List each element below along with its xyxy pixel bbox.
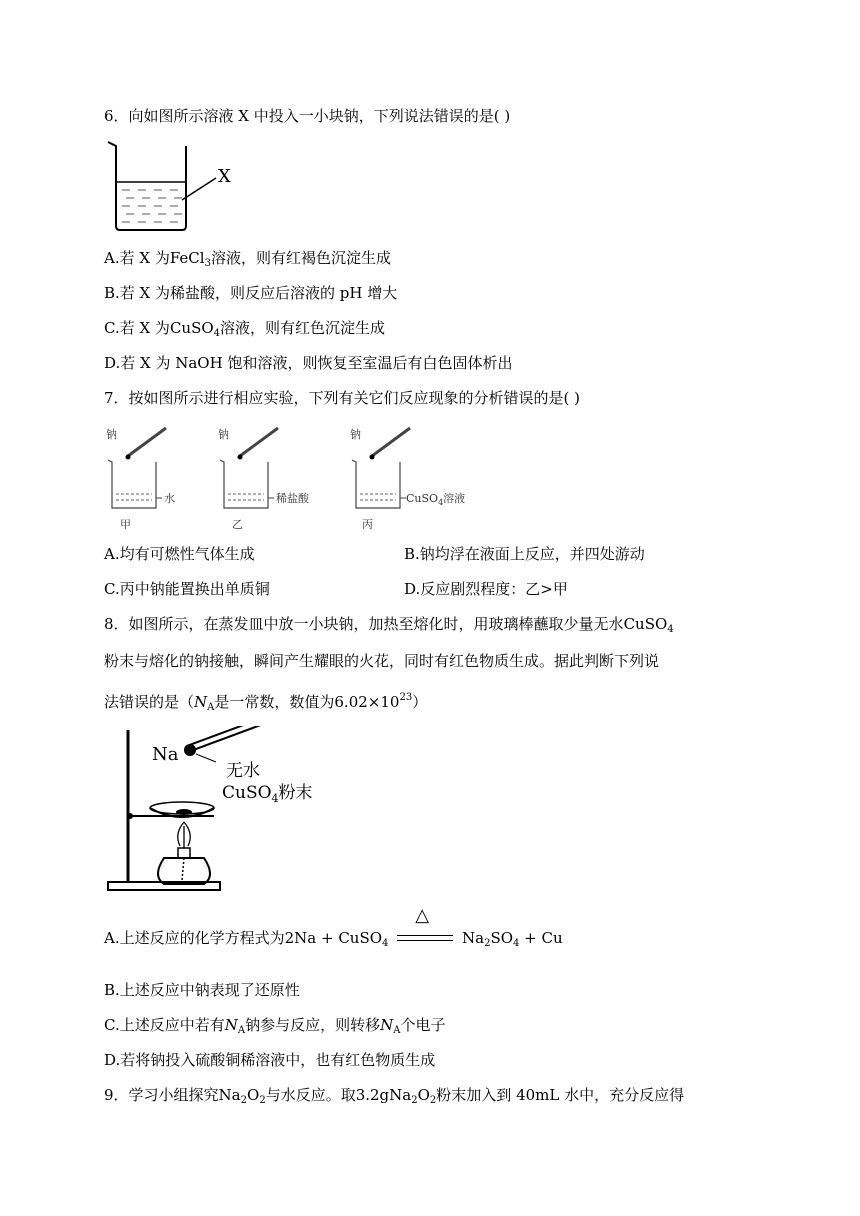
q7-beaker-1-name: 甲 xyxy=(120,518,131,531)
q7-option-a: A.均有可燃性气体生成 xyxy=(104,545,255,563)
q6-stem: 6．向如图所示溶液 X 中投入一小块钠，下列说法错误的是( ) xyxy=(104,107,511,125)
q8-equation-arrow xyxy=(397,905,453,946)
q7-stem: 7．按如图所示进行相应实验，下列有关它们反应现象的分析错误的是( ) xyxy=(104,389,581,407)
q7-option-c: C.丙中钠能置换出单质铜 xyxy=(104,580,270,598)
heat-delta-symbol: △ xyxy=(415,905,430,926)
q6-option-c: C.若 X 为CuSO$_4$溶液，则有红色沉淀生成 xyxy=(104,319,386,339)
q7-beaker-3-name: 丙 xyxy=(362,518,373,531)
q8-stem-line1: 8．如图所示，在蒸发皿中放一小块钠，加热至熔化时，用玻璃棒蘸取少量无水CuSO$_4$ xyxy=(104,615,674,635)
q7-beaker-2-name: 乙 xyxy=(232,518,243,531)
q8-option-c: C.上述反应中若有$N_A$钠参与反应，则转移$N_A$个电子 xyxy=(104,1016,446,1036)
q8-option-d: D.若将钠投入硫酸铜稀溶液中，也有红色物质生成 xyxy=(104,1051,436,1069)
q6-option-a: A.若 X 为FeCl$_3$溶液，则有红褐色沉淀生成 xyxy=(104,249,391,269)
q6-x-label: X xyxy=(218,166,231,187)
q8-cuso4-label: CuSO$_4$粉末 xyxy=(222,783,313,805)
q7-na-label-3: 钠 xyxy=(350,428,361,441)
q7-na-label-1: 钠 xyxy=(106,428,117,441)
q8-na-label: Na xyxy=(152,744,179,765)
q7-option-d: D.反应剧烈程度：乙>甲 xyxy=(404,580,568,598)
q6-option-d: D.若 X 为 NaOH 饱和溶液，则恢复至室温后有白色固体析出 xyxy=(104,354,513,372)
q8-stem-line2: 粉末与熔化的钠接触，瞬间产生耀眼的火花，同时有红色物质生成。据此判断下列说 xyxy=(104,652,660,670)
q8-option-a: A.上述反应的化学方程式为2Na + CuSO$_4$ △ $Na_2SO_4 + Cu$ xyxy=(104,905,563,949)
q6-option-b: B.若 X 为稀盐酸，则反应后溶液的 pH 增大 xyxy=(104,284,398,302)
q7-option-b: B.钠均浮在液面上反应，并四处游动 xyxy=(404,545,645,563)
q9-stem: 9．学习小组探究$Na_2O_2$与水反应。取$3.2gNa_2O_2$粉末加入到 40mL 水中，充分反应得 xyxy=(104,1086,685,1106)
q7-three-beakers-figure xyxy=(104,424,484,534)
q8-stem-line3: 法错误的是（$N_A$是一常数，数值为$6.02\times 10^{23}$） xyxy=(104,692,428,713)
q7-liquid-cuso4: CuSO$_4$溶液 xyxy=(406,492,466,507)
q8-apparatus-figure xyxy=(104,726,344,898)
q8-option-b: B.上述反应中钠表现了还原性 xyxy=(104,981,300,999)
q7-liquid-hcl: 稀盐酸 xyxy=(276,492,309,505)
q8-anhydrous-label: 无水 xyxy=(226,761,260,781)
q7-na-label-2: 钠 xyxy=(218,428,229,441)
q6-beaker-figure xyxy=(104,138,244,238)
q7-liquid-water: 水 xyxy=(164,492,175,505)
